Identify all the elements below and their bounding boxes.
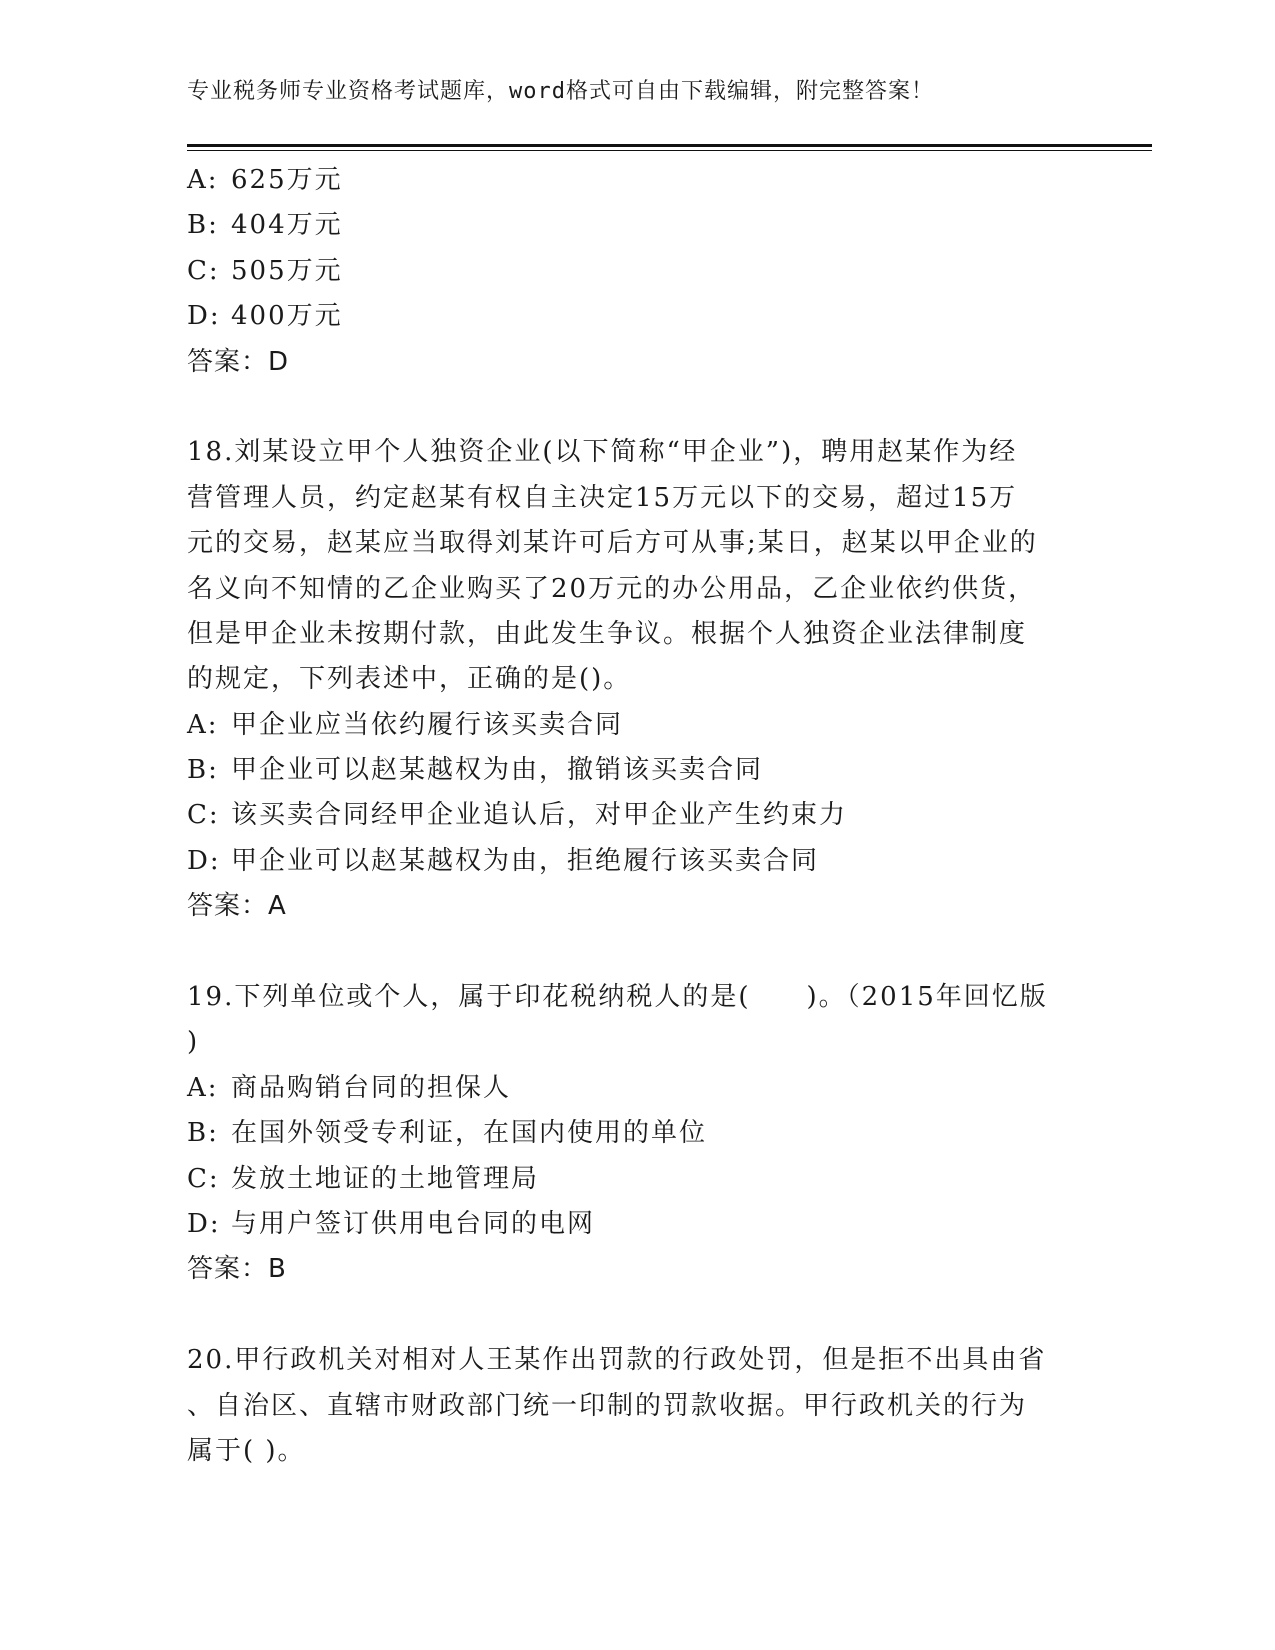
option-d: D: 400万元 (187, 301, 343, 332)
question-18 (187, 430, 1087, 929)
question-20-stem-line: 20.甲行政机关对相对人王某作出罚款的行政处罚，但是拒不出具由省 (187, 1345, 1047, 1376)
question-19-stem-line: ) (187, 1027, 200, 1058)
option-a: A: 商品购销台同的担保人 (187, 1072, 512, 1103)
option-a: A: 甲企业应当依约履行该买卖合同 (187, 709, 624, 740)
option-b: B: 甲企业可以赵某越权为由，撤销该买卖合同 (187, 755, 764, 786)
question-20-stem-line: 、自治区、直辖市财政部门统一印制的罚款收据。甲行政机关的行为 (187, 1390, 1028, 1421)
option-c: C: 505万元 (187, 255, 343, 286)
question-20 (187, 1338, 1087, 1474)
option-c: C: 该买卖合同经甲企业追认后，对甲企业产生约束力 (187, 800, 848, 831)
question-18-stem-line: 元的交易，赵某应当取得刘某许可后方可从事;某日，赵某以甲企业的 (187, 528, 1038, 559)
prev-question-answer: 答案：D (187, 346, 290, 377)
option-d: D: 与用户签订供用电台同的电网 (187, 1208, 596, 1239)
question-19-answer: 答案：B (187, 1254, 287, 1285)
option-d: D: 甲企业可以赵某越权为由，拒绝履行该买卖合同 (187, 845, 820, 876)
question-20-stem-line: 属于( )。 (187, 1435, 306, 1466)
question-18-stem-line: 名义向不知情的乙企业购买了20万元的办公用品，乙企业依约供货， (187, 573, 1037, 604)
question-18-stem-line: 的规定，下列表述中，正确的是()。 (187, 664, 632, 695)
prev-question-options (187, 158, 1087, 385)
spacer (187, 930, 1087, 975)
question-18-stem-line: 营管理人员，约定赵某有权自主决定15万元以下的交易，超过15万 (187, 482, 1018, 513)
question-18-stem-line: 18.刘某设立甲个人独资企业(以下简称“甲企业”)，聘用赵某作为经 (187, 437, 1018, 468)
question-19-stem-line: 19.下列单位或个人，属于印花税纳税人的是( )。（2015年回忆版 (187, 982, 1048, 1013)
spacer (187, 385, 1087, 430)
option-b: B: 404万元 (187, 210, 343, 241)
option-b: B: 在国外领受专利证，在国内使用的单位 (187, 1118, 708, 1149)
option-a: A: 625万元 (187, 165, 343, 195)
header-rule-thick (187, 144, 1152, 147)
question-19 (187, 975, 1087, 1293)
question-18-stem-line: 但是甲企业未按期付款，由此发生争议。根据个人独资企业法律制度 (187, 618, 1028, 649)
document-body (187, 158, 1087, 1474)
header-rule-thin (187, 150, 1152, 151)
page-header: 专业税务师专业资格考试题库，word格式可自由下载编辑，附完整答案！ (187, 79, 934, 104)
spacer (187, 1293, 1087, 1338)
option-c: C: 发放土地证的土地管理局 (187, 1163, 540, 1194)
question-18-answer: 答案：A (187, 891, 287, 922)
